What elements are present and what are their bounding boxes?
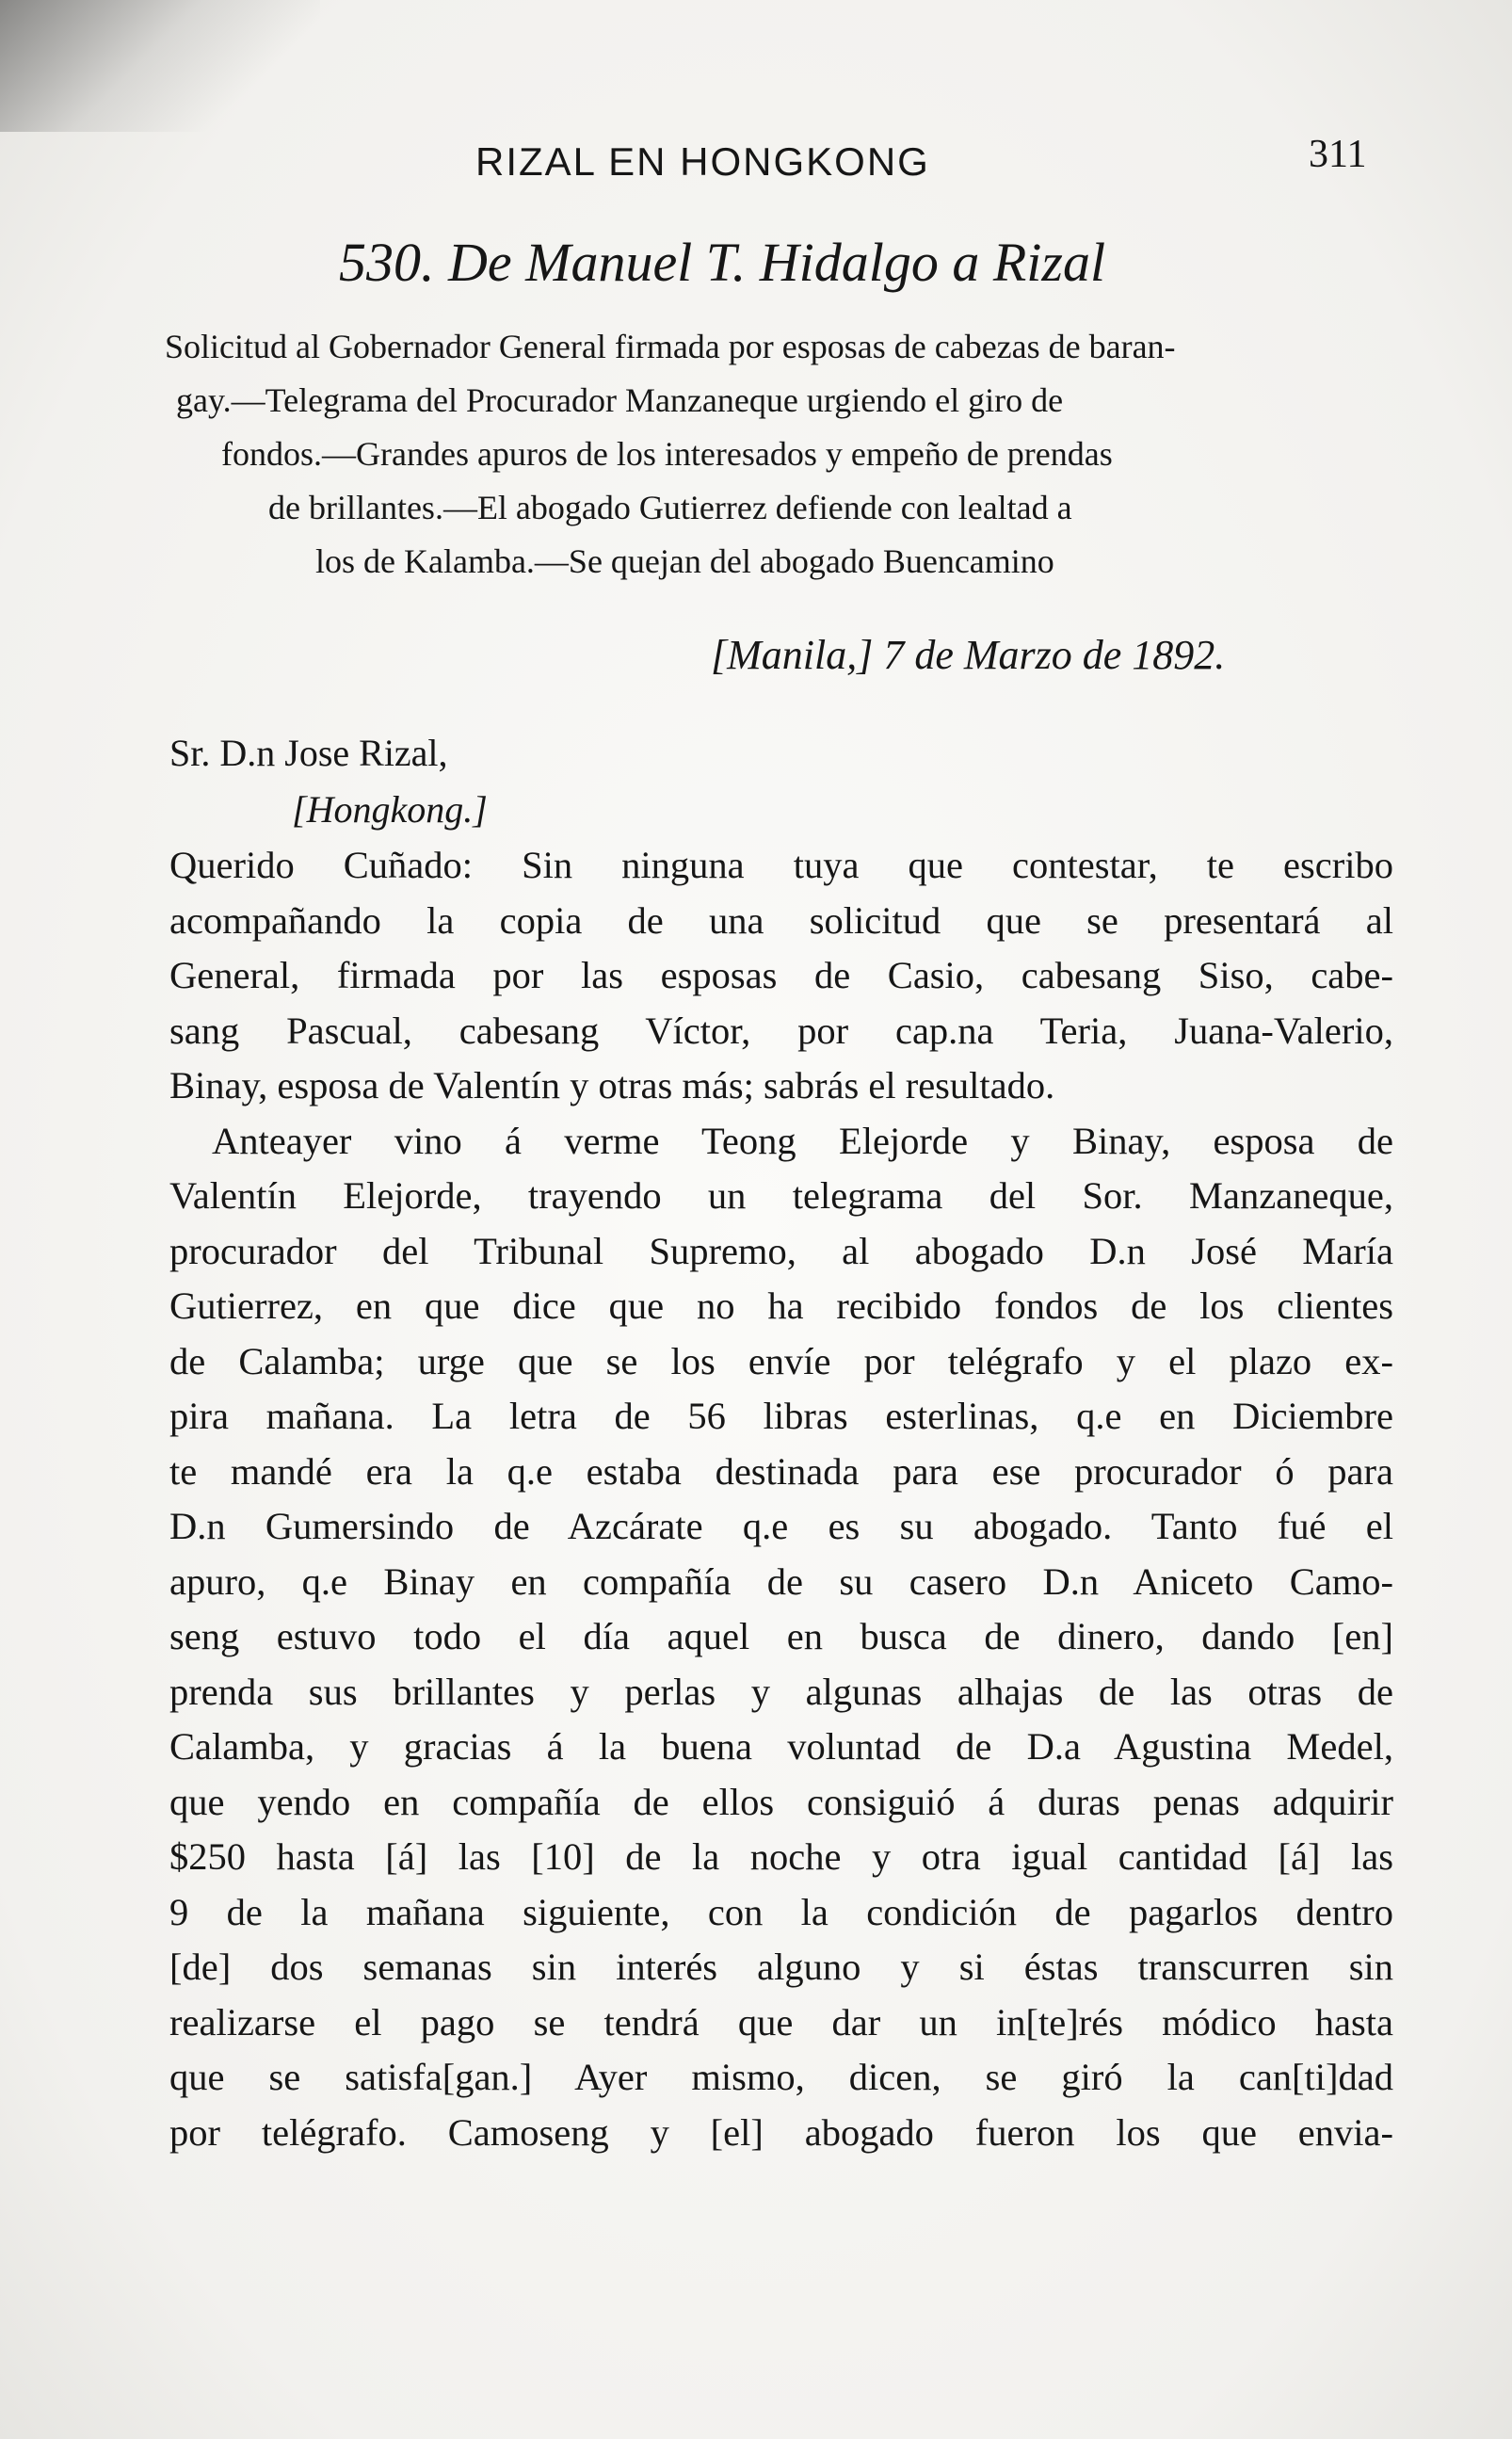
summary-line: Solicitud al Gobernador General firmada por esposas de cabezas de baran-: [165, 328, 1176, 365]
dateline: [Manila,] 7 de Marzo de 1892.: [711, 632, 1226, 678]
body-line: de Calamba; urge que se los envíe por telégrafo y el plazo ex-: [169, 1339, 1393, 1382]
letter-body: [169, 838, 1393, 2160]
body-line: procurador del Tribunal Supremo, al abogado D.n José María: [169, 1229, 1393, 1272]
body-line: D.n Gumersindo de Azcárate q.e es su abogado. Tanto fué el: [169, 1505, 1393, 1547]
body-line: que yendo en compañía de ellos consiguió á duras penas adquirir: [169, 1780, 1393, 1823]
body-line: te mandé era la q.e estaba destinada para ese procurador ó para: [169, 1449, 1393, 1493]
scan-shadow: [0, 0, 320, 132]
summary-line: los de Kalamba.—Se quejan del abogado Buencamino: [315, 542, 1054, 580]
summary-line: gay.—Telegrama del Procurador Manzaneque urgiendo el giro de: [176, 381, 1064, 419]
letter-title: 530. De Manuel T. Hidalgo a Rizal: [339, 232, 1106, 293]
running-head: RIZAL EN HONGKONG: [475, 139, 930, 184]
addressee: [169, 725, 488, 838]
summary-line: fondos.—Grandes apuros de los interesados y empeño de prendas: [221, 435, 1113, 473]
letter-summary: [165, 320, 1342, 589]
body-line: que se satisfa[gan.] Ayer mismo, dicen, se giró la can[ti]dad: [169, 2056, 1393, 2098]
body-line: acompañando la copia de una solicitud que se presentará al: [169, 898, 1393, 942]
body-line: $250 hasta [á] las [10] de la noche y otra igual cantidad [á] las: [169, 1835, 1393, 1878]
body-line: sang Pascual, cabesang Víctor, por cap.na Teria, Juana-Valerio,: [169, 1009, 1393, 1052]
body-line: 9 de la mañana siguiente, con la condición de pagarlos dentro: [169, 1890, 1393, 1933]
body-line: apuro, q.e Binay en compañía de su casero D.n Aniceto Camo-: [169, 1559, 1393, 1603]
body-line: Binay, esposa de Valentín y otras más; sabrás el resultado.: [169, 1064, 1055, 1106]
body-line: [de] dos semanas sin interés alguno y si éstas transcurren sin: [169, 1946, 1393, 1988]
body-line: Querido Cuñado: Sin ninguna tuya que contestar, te escribo: [169, 844, 1393, 886]
page-number: 311: [1309, 133, 1367, 176]
body-line: Anteayer vino á verme Teong Elejorde y Binay, esposa de: [212, 1119, 1393, 1162]
body-line: Valentín Elejorde, trayendo un telegrama del Sor. Manzaneque,: [169, 1174, 1393, 1217]
addressee-name: Sr. D.n Jose Rizal,: [169, 732, 448, 774]
body-line: Gutierrez, en que dice que no ha recibido fondos de los clientes: [169, 1284, 1393, 1327]
body-line: seng estuvo todo el día aquel en busca de dinero, dando [en]: [169, 1615, 1393, 1657]
addressee-place: [Hongkong.]: [292, 788, 488, 831]
body-line: realizarse el pago se tendrá que dar un in[te]rés módico hasta: [169, 2000, 1393, 2043]
body-line: por telégrafo. Camoseng y [el] abogado fueron los que envia-: [169, 2110, 1393, 2154]
body-line: General, firmada por las esposas de Casio, cabesang Siso, cabe-: [169, 954, 1393, 996]
body-line: pira mañana. La letra de 56 libras esterlinas, q.e en Diciembre: [169, 1395, 1393, 1437]
body-line: Calamba, y gracias á la buena voluntad de D.a Agustina Medel,: [169, 1725, 1393, 1768]
body-line: prenda sus brillantes y perlas y algunas alhajas de las otras de: [169, 1670, 1393, 1713]
summary-line: de brillantes.—El abogado Gutierrez defiende con lealtad a: [268, 489, 1072, 526]
